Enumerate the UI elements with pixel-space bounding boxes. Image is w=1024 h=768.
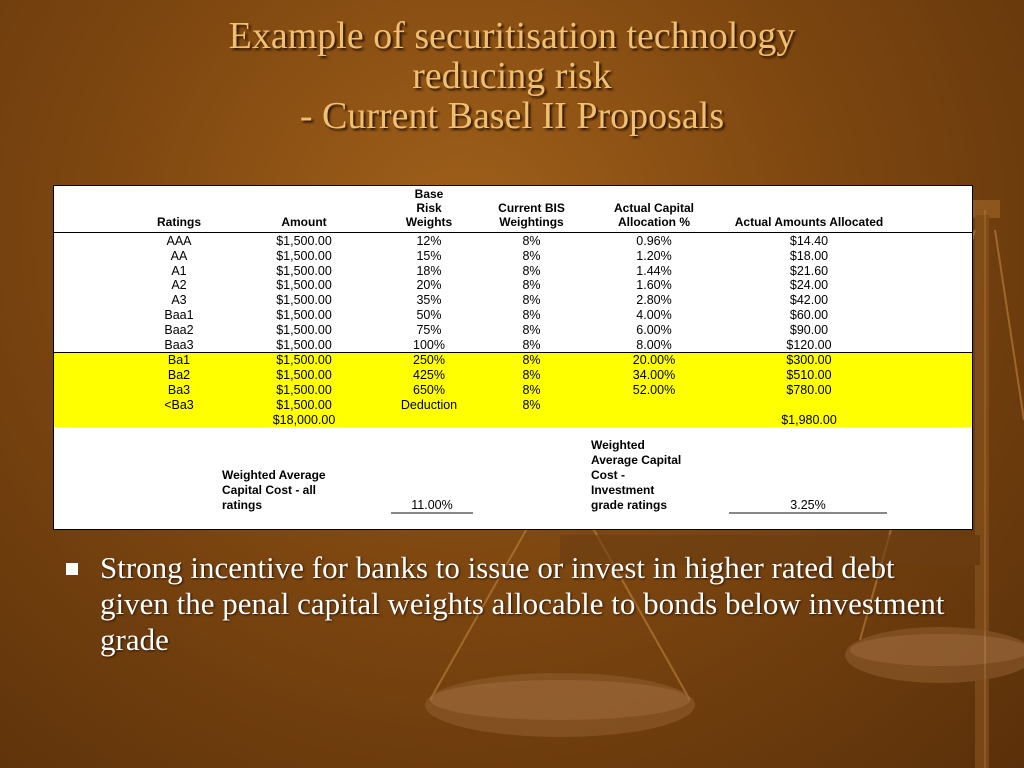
cell-rating: AAA bbox=[166, 234, 192, 248]
cell-bis: 8% bbox=[522, 368, 541, 383]
cell-rating: Baa3 bbox=[164, 337, 194, 352]
cell-amount: $1,500.00 bbox=[276, 322, 332, 337]
cell-bis: 8% bbox=[522, 307, 541, 322]
cell-allocated: $42.00 bbox=[789, 293, 829, 308]
cell-allocated: $60.00 bbox=[789, 307, 829, 322]
table-row bbox=[54, 398, 972, 413]
cell-allocated: $21.60 bbox=[789, 263, 829, 278]
cell-amount: $1,500.00 bbox=[276, 248, 332, 263]
cell-rating: Baa1 bbox=[164, 307, 194, 322]
table-row bbox=[54, 383, 972, 398]
cell-rating: <Ba3 bbox=[164, 397, 194, 412]
cell-rating: A1 bbox=[171, 263, 187, 278]
cell-capital: 20.00% bbox=[632, 353, 676, 368]
cell-allocated: $780.00 bbox=[786, 382, 832, 397]
cell-weight: 12% bbox=[416, 234, 442, 248]
cell-rating: Ba3 bbox=[167, 382, 191, 397]
cell-bis: 8% bbox=[522, 234, 541, 248]
cell-amount: $1,500.00 bbox=[276, 234, 332, 248]
cell-allocated: $510.00 bbox=[786, 368, 832, 383]
weighted-avg-ig-value: 3.25% bbox=[729, 498, 887, 514]
cell-allocated: $24.00 bbox=[789, 278, 829, 293]
cell-rating: AA bbox=[170, 248, 188, 263]
title-line-2: reducing risk bbox=[412, 55, 612, 97]
cell-amount: $1,500.00 bbox=[276, 353, 332, 368]
cell-capital: 1.60% bbox=[636, 278, 672, 293]
cell-rating: Ba1 bbox=[167, 353, 191, 368]
cell-allocated: $300.00 bbox=[786, 353, 832, 368]
header-actual-capital: Actual Capital Allocation % bbox=[613, 201, 694, 229]
table-row bbox=[54, 278, 972, 293]
cell-amount: $1,500.00 bbox=[276, 337, 332, 352]
cell-weight: 15% bbox=[416, 248, 442, 263]
cell-weight: 100% bbox=[413, 337, 445, 352]
table-row bbox=[54, 264, 972, 279]
cell-amount: $18,000.00 bbox=[272, 412, 336, 427]
table-row bbox=[54, 323, 972, 338]
cell-rating: Baa2 bbox=[164, 322, 194, 337]
cell-capital: 0.96% bbox=[636, 234, 672, 248]
cell-rating: Ba2 bbox=[167, 368, 191, 383]
cell-weight: 20% bbox=[416, 278, 442, 293]
square-bullet-icon bbox=[66, 563, 78, 575]
cell-capital: 8.00% bbox=[636, 337, 672, 352]
cell-amount: $1,500.00 bbox=[276, 263, 332, 278]
table-row bbox=[54, 352, 972, 368]
cell-bis: 8% bbox=[522, 278, 541, 293]
header-actual-amounts: Actual Amounts Allocated bbox=[734, 215, 884, 229]
cell-capital: 1.44% bbox=[636, 263, 672, 278]
table-header bbox=[54, 186, 972, 233]
table-row bbox=[54, 249, 972, 264]
cell-weight: 650% bbox=[413, 382, 445, 397]
cell-allocated: $90.00 bbox=[789, 322, 829, 337]
cell-amount: $1,500.00 bbox=[276, 293, 332, 308]
header-ratings: Ratings bbox=[156, 215, 201, 229]
cell-allocated: $1,980.00 bbox=[781, 412, 837, 427]
header-base-risk-weights: Base Risk Weights bbox=[405, 187, 453, 229]
header-current-bis: Current BIS Weightings bbox=[498, 201, 565, 229]
cell-amount: $1,500.00 bbox=[276, 397, 332, 412]
bullet-list bbox=[62, 550, 962, 658]
cell-weight: 18% bbox=[416, 263, 442, 278]
table-body bbox=[54, 234, 972, 427]
cell-bis: 8% bbox=[522, 337, 541, 352]
weighted-avg-all-value: 11.00% bbox=[391, 498, 473, 514]
weighted-avg-all-label: Weighted Average Capital Cost - all ratings bbox=[222, 468, 326, 512]
cell-bis: 8% bbox=[522, 293, 541, 308]
cell-weight: 35% bbox=[416, 293, 442, 308]
cell-amount: $1,500.00 bbox=[276, 307, 332, 322]
title-line-3: - Current Basel II Proposals bbox=[299, 95, 725, 137]
cell-bis: 8% bbox=[522, 382, 541, 397]
cell-capital: 6.00% bbox=[636, 322, 672, 337]
cell-amount: $1,500.00 bbox=[276, 382, 332, 397]
slide-title bbox=[0, 16, 1024, 136]
cell-weight: 425% bbox=[413, 368, 445, 383]
table-row bbox=[54, 338, 972, 353]
cell-amount: $1,500.00 bbox=[276, 278, 332, 293]
table-row bbox=[54, 308, 972, 323]
bullet-item bbox=[62, 550, 962, 658]
cell-bis: 8% bbox=[522, 322, 541, 337]
title-line-1: Example of securitisation technology bbox=[228, 15, 796, 57]
cell-weight: 250% bbox=[413, 353, 445, 368]
cell-rating: A3 bbox=[171, 293, 187, 308]
header-amount: Amount bbox=[281, 215, 327, 229]
table-row bbox=[54, 293, 972, 308]
cell-bis: 8% bbox=[522, 397, 541, 412]
bullet-text: Strong incentive for banks to issue or invest in higher rated debt given the penal capital weights allocable to bonds below investment grade bbox=[100, 550, 945, 657]
capital-allocation-table bbox=[53, 185, 973, 530]
cell-weight: 75% bbox=[416, 322, 442, 337]
cell-capital: 52.00% bbox=[632, 382, 676, 397]
cell-allocated: $18.00 bbox=[789, 248, 829, 263]
cell-capital: 4.00% bbox=[636, 307, 672, 322]
cell-weight: Deduction bbox=[400, 397, 458, 412]
cell-capital: 34.00% bbox=[632, 368, 676, 383]
cell-capital: 2.80% bbox=[636, 293, 672, 308]
cell-rating: A2 bbox=[171, 278, 187, 293]
cell-bis: 8% bbox=[522, 263, 541, 278]
cell-capital: 1.20% bbox=[636, 248, 672, 263]
table-row bbox=[54, 234, 972, 249]
cell-bis: 8% bbox=[522, 353, 541, 368]
cell-allocated: $14.40 bbox=[789, 234, 829, 248]
cell-weight: 50% bbox=[416, 307, 442, 322]
weighted-avg-ig-label: Weighted Average Capital Cost - Investment grade ratings bbox=[591, 438, 682, 512]
table-row bbox=[54, 413, 972, 428]
cell-allocated: $120.00 bbox=[786, 337, 832, 352]
table-row bbox=[54, 368, 972, 383]
cell-amount: $1,500.00 bbox=[276, 368, 332, 383]
cell-bis: 8% bbox=[522, 248, 541, 263]
